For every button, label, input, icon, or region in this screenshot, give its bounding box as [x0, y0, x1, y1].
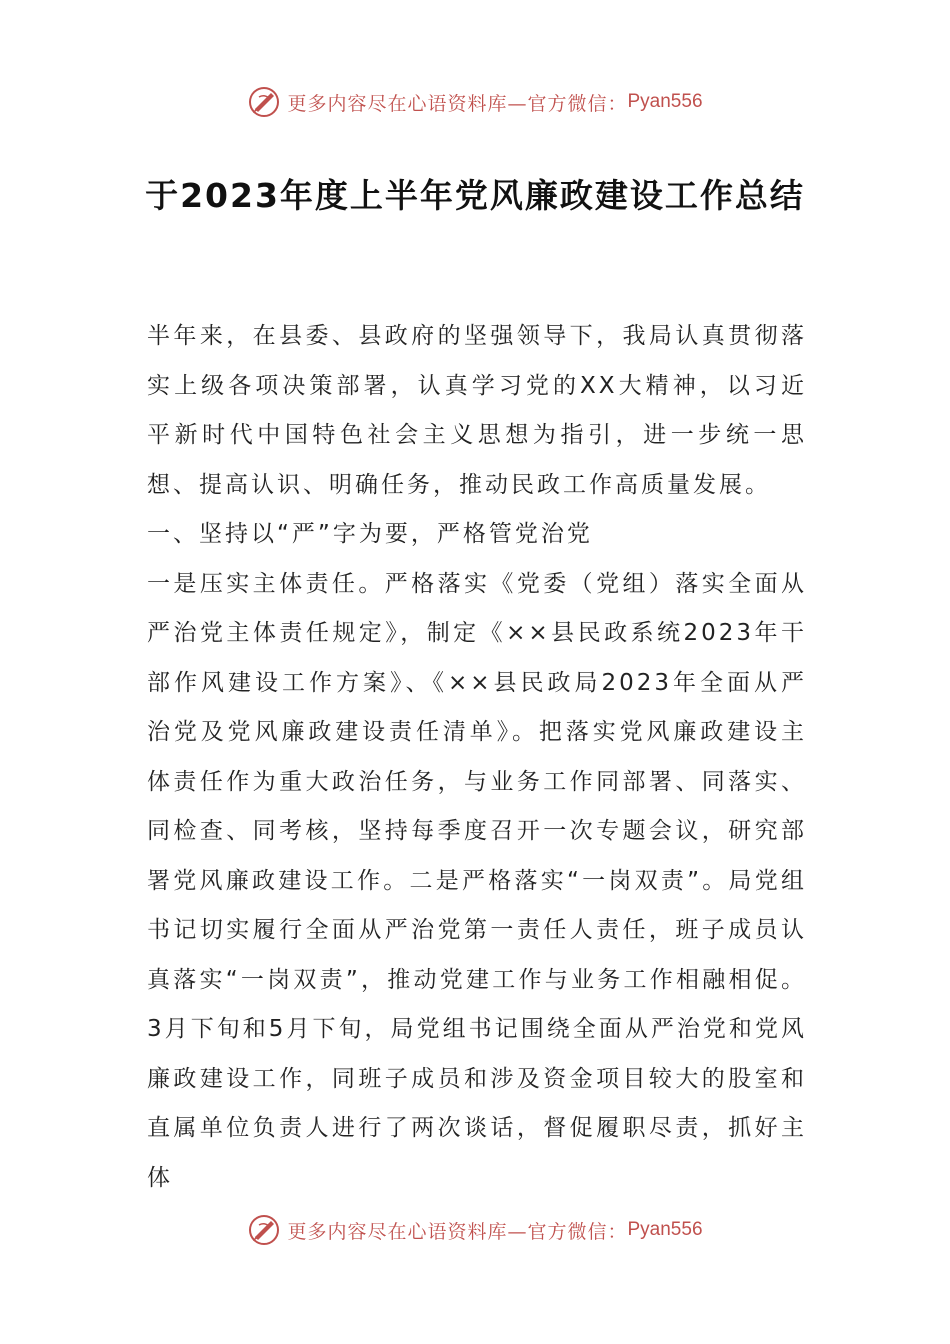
- banner-text: 更多内容尽在心语资料库—官方微信：: [287, 92, 628, 115]
- section-heading-1: 一、坚持以“严”字为要，严格管党治党: [147, 521, 593, 547]
- pen-scroll-logo-icon: [247, 85, 281, 119]
- paragraph-section-1: 一是压实主体责任。严格落实《党委（党组）落实全面从严治党主体责任规定》，制定《××县民政系统2023年干部作风建设工作方案》、《××县民政局2023年全面从严治党及党风廉政建设责任清单》。把落实党风廉政建设主体责任作为重大政治任务，与业务工作同部署、同落实、同检查、同考核，坚持每季度召开一次专题会议，研究部署党风廉政建设工作。二是严格落实“一岗双责”。局党组书记切实履行全面从严治党第一责任人责任，班子成员认真落实“一岗双责”，推动党建工作与业务工作相融相促。3月下旬和5月下旬，局党组书记围绕全面从严治党和党风廉政建设工作，同班子成员和涉及资金项目较大的股室和直属单位负责人进行了两次谈话，督促履职尽责，抓好主体: [147, 570, 807, 1191]
- wechat-id: Pyan556: [627, 1219, 703, 1240]
- banner-text: 更多内容尽在心语资料库—官方微信：: [287, 1220, 628, 1243]
- wechat-id: Pyan556: [627, 91, 703, 112]
- footer-banner: [0, 1210, 950, 1250]
- header-banner: [0, 82, 950, 122]
- paragraph-intro: 半年来，在县委、县政府的坚强领导下，我局认真贯彻落实上级各项决策部署，认真学习党的XX大精神，以习近平新时代中国特色社会主义思想为指引，进一步统一思想、提高认识、明确任务，推动民政工作高质量发展。: [147, 323, 807, 498]
- document-body: [147, 312, 807, 1203]
- document-title: 于2023年度上半年党风廉政建设工作总结: [145, 176, 805, 215]
- pen-scroll-logo-icon: [247, 1213, 281, 1247]
